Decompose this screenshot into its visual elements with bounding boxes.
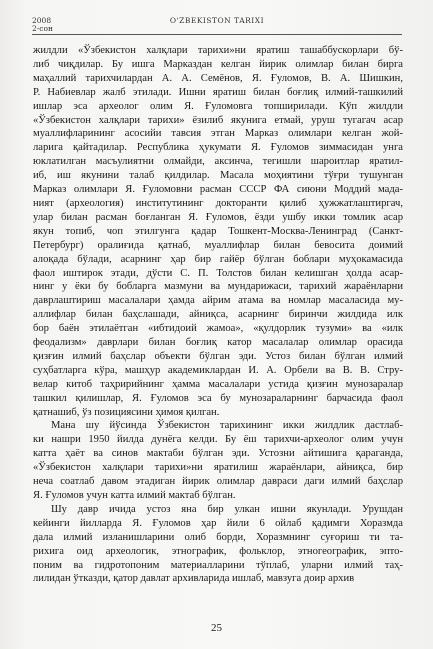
header-year: 2008	[32, 16, 52, 25]
text-line: феодализм» даврлари билан боғлиқ катор масалалар олимлар орасида	[33, 337, 403, 349]
text-line: муаллифларининг асосийи тавсия этган Марказ олимлари келган жой-	[33, 128, 403, 140]
text-line: неча соатлаб давом этадиган йирик олимлар давраси даги илмий баҳслар	[33, 476, 403, 488]
header-journal-title: O'ZBEKISTON TARIXI	[169, 16, 265, 25]
text-line: қизғин илмий баҳслар объекти бўлган эди. Устоз билан бўлган илмий	[33, 350, 403, 362]
page-number: 25	[211, 622, 222, 634]
article-body	[33, 44, 403, 586]
text-line: лилидан ўтказди, қатор давлат архивларида ишлаб, мавзуга доир архив	[33, 573, 355, 585]
text-line: Я. Ғуломов учун катта илмий мактаб бўлган.	[33, 490, 236, 501]
text-line: кейинги йилларда Я. Ғуломов ҳар йили 6 ойлаб қадимги Хоразмда	[33, 517, 403, 529]
text-line: улар билан расман боғланган Я. Ғуломов, ёзди ушбу икки томлик асар	[33, 211, 403, 223]
text-line: либ чиқдилар. Бу ишга Марказдан келган йирик олимлар билан бирга	[33, 58, 403, 70]
text-line: Марказ олимлари Я. Ғуломовни расман СССР ФА сиюни Моддий мада-	[33, 184, 403, 196]
text-line: суҳбатларга кўра, машҳур академиклардан И. А. Орбели ва В. В. Стру-	[33, 364, 403, 376]
text-line: ки нашри 1950 йилда дунёга келди. Бу ёш тарихчи-археолог олим учун	[33, 434, 403, 446]
text-line: «Ўзбекистон халқлари тарихи» ёзилиб якунига етмай, уруш тугагач асар	[33, 114, 403, 126]
text-line: ишлар эса археолог олим Я. Ғуломовга топширилади. Кўп жилдли	[33, 100, 403, 112]
text-line: бор баён этилаётган «ибтидоий жамоа», «қулдорлик тузуми» ва «илк	[33, 323, 403, 335]
text-line: фаол иштирок этади, дўсти С. П. Толстов билан келишган ҳолда асар-	[33, 267, 403, 279]
text-line: иб, иш якунини талаб қилдилар. Масала моҳиятини тўғри тушунган	[33, 170, 403, 182]
text-line: юклатилган масъулиятни олмайди, аксинча, тегишли шароитлар яратил-	[33, 156, 403, 168]
text-line: Р. Набиевлар жалб этилади. Ишни яратиш билан боғлиқ илмий-ташкилий	[33, 86, 403, 98]
running-header	[32, 16, 402, 35]
paragraph	[33, 503, 403, 586]
text-line: якун топиб, чоп этилгунга қадар Тошкент-Москва-Ленинград (Санкт-	[33, 225, 403, 237]
text-line: алоқада бўлади, асарнинг ҳар бир гайёр бўлган боблари муҳокамасида	[33, 253, 403, 265]
text-line: аллифлар билан баҳслашади, айниқса, асарнинг биринчи жилдида илк	[33, 309, 403, 321]
text-line: қатнашиб, ўз позициясини ҳимоя қилган.	[33, 406, 220, 418]
text-line: Мана шу йўсинда Ўзбекистон тарихининг икки жилдлик дастлаб-	[51, 420, 403, 432]
paragraph	[33, 419, 403, 502]
text-line: жилдли «Ўзбекистон халқлари тарихи»ни яратиш ташаббускорлари бў-	[33, 45, 403, 56]
text-line: маҳаллий тарихчилардан А. А. Семёнов, Я. Ғуломов, В. А. Шишкин,	[33, 72, 403, 84]
text-line: «Ўзбекистон халқлари тарихи»ни яратилиш жараёнлари, айниқса, бир	[33, 462, 403, 474]
text-line: катта ҳаёт ва синов мактаби бўлган эди. Устозни айтишига қараганда,	[33, 448, 403, 460]
text-line: даврлаштириш масалалари ҳамда айрим атама ва номлар масаласида му-	[33, 295, 403, 307]
text-line: велар китоб таҳририйнинг ҳамма масалалари устида қизғин мунозаралар	[33, 378, 403, 390]
header-issue: 2-сон	[32, 24, 54, 33]
text-line: нинг у ёки бу бобларга мазмуни ва мундарижаси, тарихий жараёнларни	[33, 281, 403, 293]
text-line: ларига қайтадилар. Республика ҳукумати Я. Ғуломов зиммасидан унга	[33, 142, 403, 154]
text-line: ташкил қилишлар, Я. Ғуломов эса бу мунозараларнинг барчасида фаол	[33, 392, 403, 404]
text-line: поним ва гидротопоним материалларини тўплаб, уларни илмий таҳ-	[33, 559, 403, 571]
text-line: Петербург) оралиғида қатнаб, муаллифлар билан бевосита доимий	[33, 239, 403, 251]
paragraph	[33, 44, 403, 419]
text-line: Шу давр ичида устоз яна бир улкан ишни якунлади. Урушдан	[51, 503, 403, 515]
text-line: дала илмий изланишларини олиб борди, Хоразмнинг суғориш ти та-	[33, 531, 403, 543]
text-line: рихига оид археологик, этнографик, фольклор, этногеографик, эпто-	[33, 545, 403, 557]
text-line: ният (археология) институтининг докторанти қилиб ҳужжатлаштиргач,	[33, 197, 403, 209]
